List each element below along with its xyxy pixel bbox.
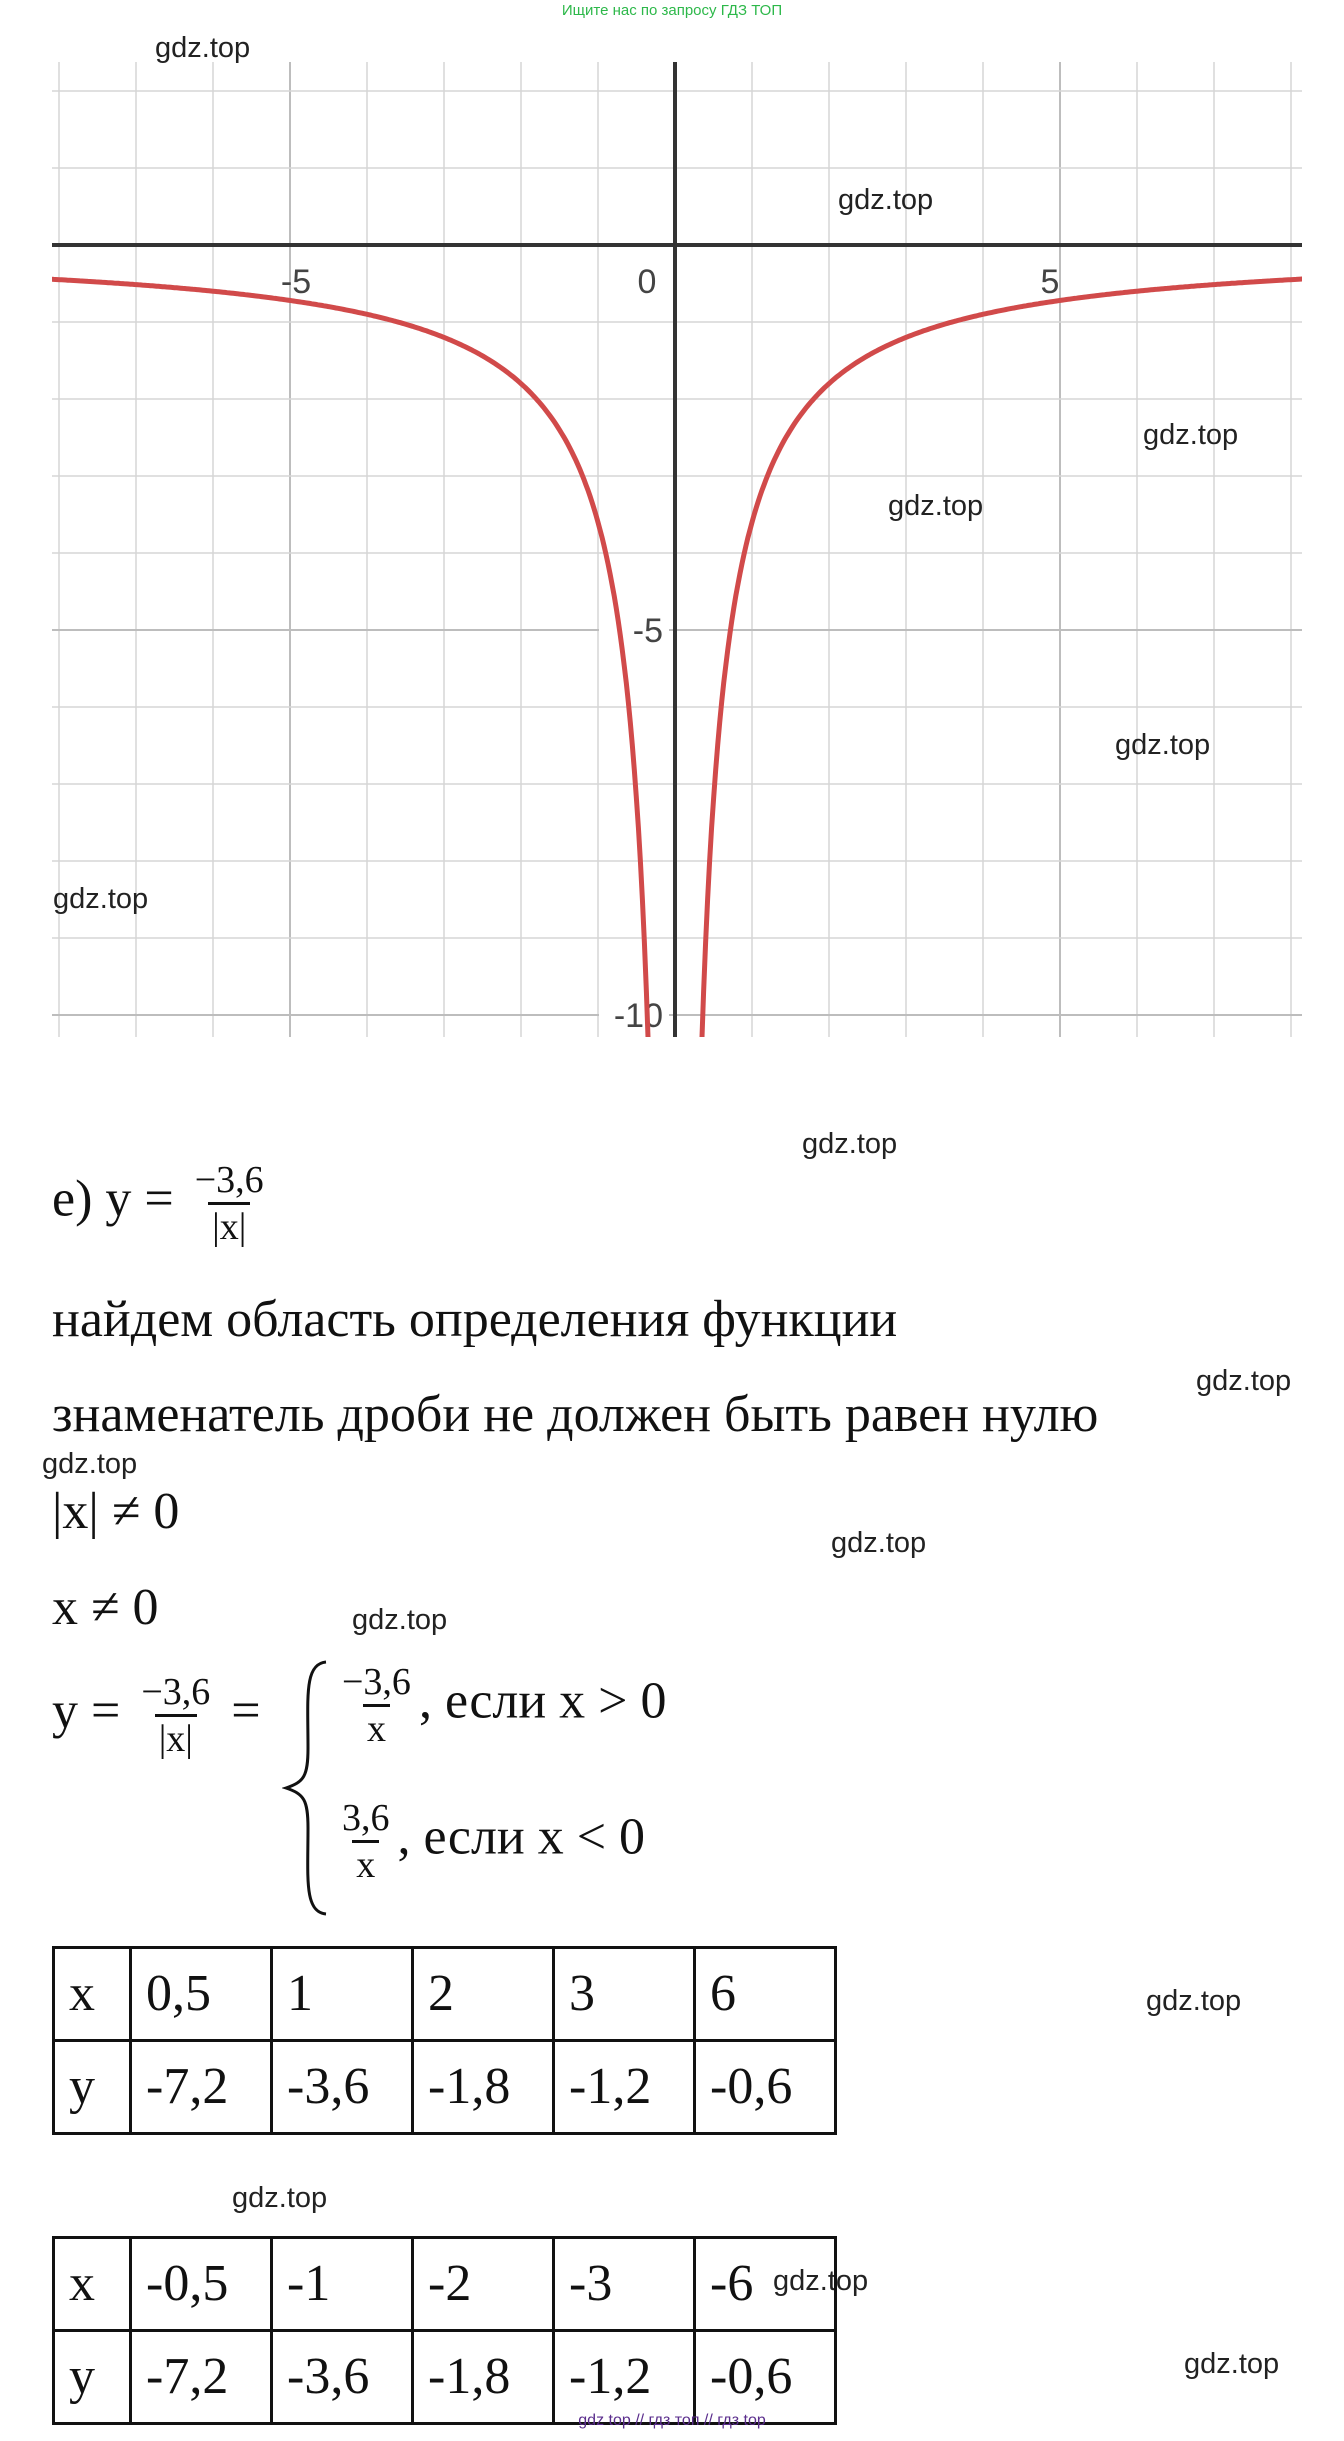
table-cell: -2 bbox=[413, 2238, 554, 2331]
table-cell: -0,5 bbox=[131, 2238, 272, 2331]
table-cell: 0,5 bbox=[131, 1948, 272, 2041]
y-tick-label: -5 bbox=[632, 612, 663, 650]
table-cell: -0,6 bbox=[695, 2041, 836, 2134]
watermark: gdz.top bbox=[1196, 1365, 1292, 1397]
table-cell: -7,2 bbox=[131, 2331, 272, 2424]
watermark: gdz.top bbox=[1115, 729, 1211, 761]
function-graph bbox=[52, 62, 1302, 1037]
x-tick-label: 5 bbox=[1040, 263, 1060, 301]
watermark: gdz.top bbox=[802, 1128, 898, 1160]
table-header-cell: x bbox=[54, 1948, 131, 2041]
fraction bbox=[338, 1660, 415, 1751]
table-cell: -0,6 bbox=[695, 2331, 836, 2424]
table-cell: -7,2 bbox=[131, 2041, 272, 2134]
fraction-numerator: −3,6 bbox=[342, 1661, 411, 1703]
table-cell: -3 bbox=[554, 2238, 695, 2331]
case-condition: , если x < 0 bbox=[397, 1808, 646, 1866]
table-cell: 2 bbox=[413, 1948, 554, 2041]
top-banner[interactable]: Ищите нас по запросу ГДЗ ТОП bbox=[561, 2, 783, 19]
text-line-abs-neq: |x| ≠ 0 bbox=[52, 1483, 180, 1540]
table-cell: -1,2 bbox=[554, 2041, 695, 2134]
x-tick-label: 0 bbox=[637, 263, 657, 301]
text-line-x-neq: x ≠ 0 bbox=[52, 1579, 159, 1636]
text-line-domain: найдем область определения функции bbox=[52, 1291, 898, 1348]
fraction-denominator: x bbox=[352, 1840, 379, 1887]
case-condition: , если x > 0 bbox=[418, 1672, 667, 1730]
y-tick-label: -10 bbox=[613, 997, 663, 1035]
fraction-denominator: |x| bbox=[155, 1714, 197, 1761]
fraction-numerator: −3,6 bbox=[194, 1159, 264, 1201]
fraction bbox=[338, 1796, 394, 1887]
watermark: gdz.top bbox=[42, 1448, 138, 1480]
table-header-cell: y bbox=[54, 2331, 131, 2424]
text-line-denominator: знаменатель дроби не должен быть равен нулю bbox=[52, 1386, 1099, 1443]
watermark: gdz.top bbox=[773, 2265, 869, 2297]
table-cell: 6 bbox=[695, 1948, 836, 2041]
piecewise-case-negative bbox=[338, 1796, 645, 1887]
watermark: gdz.top bbox=[352, 1604, 448, 1636]
sys-eq: = bbox=[231, 1682, 261, 1740]
table-cell: -1 bbox=[272, 2238, 413, 2331]
x-tick-label: -5 bbox=[280, 263, 312, 301]
fraction bbox=[137, 1670, 214, 1761]
watermark: gdz.top bbox=[53, 883, 149, 915]
table-row bbox=[54, 2238, 836, 2331]
function-heading bbox=[52, 1158, 272, 1249]
table-header-cell: y bbox=[54, 2041, 131, 2134]
watermark: gdz.top bbox=[1184, 2348, 1280, 2380]
piecewise-lhs bbox=[52, 1670, 261, 1761]
watermark: gdz.top bbox=[232, 2182, 328, 2214]
axes bbox=[52, 62, 1302, 1037]
footer-links[interactable]: gdz top // гдз топ // гдз top bbox=[578, 2412, 766, 2429]
table-cell: -3,6 bbox=[272, 2331, 413, 2424]
tick-labels bbox=[281, 263, 1060, 1035]
watermark: gdz.top bbox=[888, 490, 984, 522]
table-cell: -6 bbox=[695, 2238, 836, 2331]
watermark: gdz.top bbox=[838, 184, 934, 216]
values-table-positive bbox=[52, 1946, 837, 2135]
curly-brace-icon bbox=[282, 1658, 332, 1918]
table-cell: -1,2 bbox=[554, 2331, 695, 2424]
curve-right-branch bbox=[702, 279, 1302, 1037]
fraction-numerator: 3,6 bbox=[342, 1797, 390, 1839]
fraction-numerator: −3,6 bbox=[141, 1671, 211, 1713]
curve-left-branch bbox=[52, 279, 648, 1037]
table-cell: 3 bbox=[554, 1948, 695, 2041]
sys-lhs: y = bbox=[52, 1682, 121, 1740]
table-cell: 1 bbox=[272, 1948, 413, 2041]
table-row bbox=[54, 1948, 836, 2041]
watermark: gdz.top bbox=[155, 32, 251, 64]
piecewise-case-positive bbox=[338, 1660, 667, 1751]
table-header-cell: x bbox=[54, 2238, 131, 2331]
table-cell: -3,6 bbox=[272, 2041, 413, 2134]
values-table-negative bbox=[52, 2236, 837, 2425]
item-label: е) y = bbox=[52, 1170, 174, 1228]
watermark: gdz.top bbox=[831, 1527, 927, 1559]
watermark: gdz.top bbox=[1146, 1985, 1242, 2017]
table-row bbox=[54, 2331, 836, 2424]
table-cell: -1,8 bbox=[413, 2041, 554, 2134]
fraction-denominator: x bbox=[363, 1704, 390, 1751]
table-row bbox=[54, 2041, 836, 2134]
watermark: gdz.top bbox=[1143, 419, 1239, 451]
table-cell: -1,8 bbox=[413, 2331, 554, 2424]
fraction-denominator: |x| bbox=[208, 1202, 250, 1249]
fraction bbox=[191, 1158, 268, 1249]
